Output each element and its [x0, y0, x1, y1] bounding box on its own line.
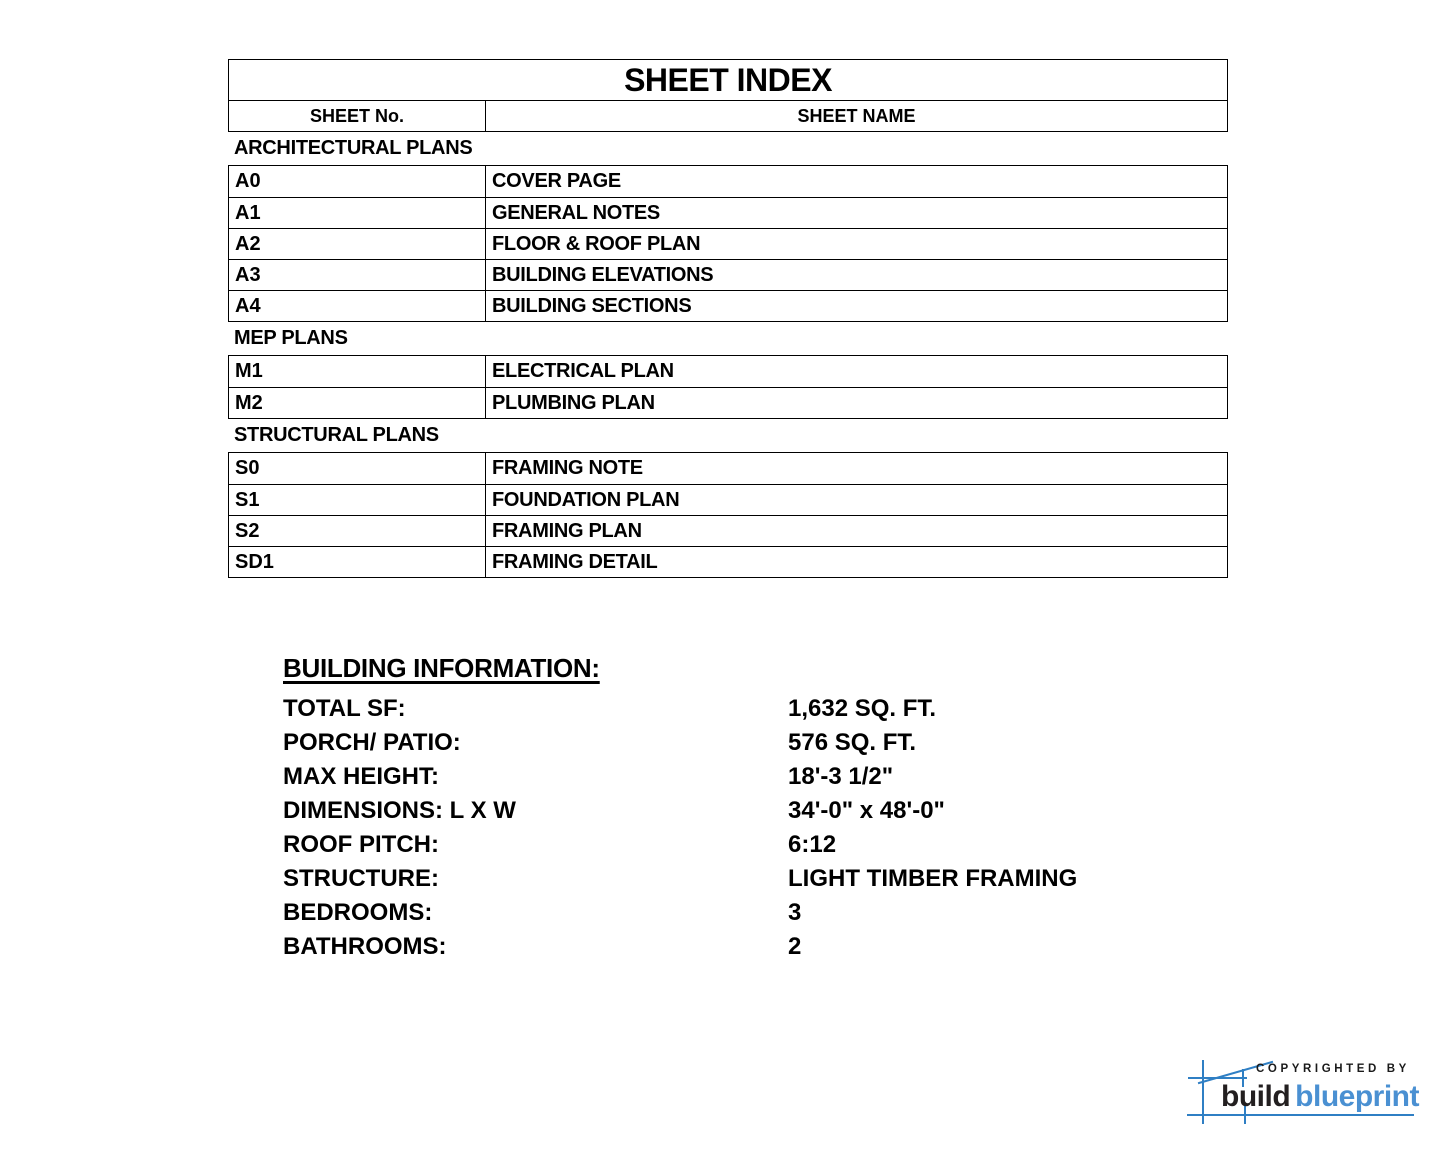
- sheet-name: COVER PAGE: [492, 170, 621, 192]
- building-info-value: 34'-0" x 48'-0": [788, 797, 945, 824]
- table-row: [229, 387, 1227, 418]
- building-info-label: BATHROOMS:: [283, 933, 447, 960]
- sheet-name-cell: [486, 356, 1227, 387]
- table-row: [229, 197, 1227, 228]
- sheet-name: FLOOR & ROOF PLAN: [492, 232, 701, 255]
- sheet-number-cell: [229, 229, 486, 259]
- build-blueprint-logo: [1186, 1053, 1438, 1131]
- sheet-index-section: [228, 322, 1228, 419]
- column-header-sheet-no: SHEET No.: [229, 101, 486, 131]
- sheet-number: S1: [235, 488, 260, 511]
- building-info-row: [283, 862, 1183, 896]
- sheet-name: GENERAL NOTES: [492, 201, 660, 224]
- copyright-text: COPYRIGHTED BY: [1256, 1063, 1410, 1075]
- sheet-number-cell: [229, 291, 486, 321]
- sheet-number-cell: [229, 198, 486, 228]
- brand-blueprint: blueprint: [1295, 1080, 1419, 1113]
- sheet-name-cell: [486, 388, 1227, 418]
- table-row: [229, 290, 1227, 321]
- sheet-number-cell: [229, 166, 486, 197]
- building-info-label: TOTAL SF:: [283, 695, 406, 722]
- section-label: MEP PLANS: [234, 327, 348, 349]
- table-row: [229, 515, 1227, 546]
- table-row: [229, 166, 1227, 197]
- building-info-value: 576 SQ. FT.: [788, 729, 917, 756]
- sheet-number: A3: [235, 263, 261, 286]
- sheet-name: FRAMING PLAN: [492, 519, 642, 542]
- sheet-name-cell: [486, 453, 1227, 484]
- building-information-section: [283, 653, 1183, 964]
- sheet-number-cell: [229, 547, 486, 577]
- sheet-name-cell: [486, 166, 1227, 197]
- sheet-number: S2: [235, 519, 260, 542]
- sheet-name-cell: [486, 485, 1227, 515]
- sheet-number: A2: [235, 232, 261, 255]
- building-info-value: 1,632 SQ. FT.: [788, 695, 937, 722]
- sheet-name: FRAMING DETAIL: [492, 550, 658, 573]
- sheet-number-cell: [229, 260, 486, 290]
- building-info-value: 6:12: [788, 831, 837, 858]
- sheet-name: FOUNDATION PLAN: [492, 488, 680, 511]
- sheet-number-cell: [229, 453, 486, 484]
- sheet-number: S0: [235, 457, 260, 479]
- building-info-label: MAX HEIGHT:: [283, 763, 439, 790]
- building-info-row: [283, 760, 1183, 794]
- building-info-row: [283, 726, 1183, 760]
- building-info-label: PORCH/ PATIO:: [283, 729, 461, 756]
- sheet-name-cell: [486, 516, 1227, 546]
- table-row: [229, 356, 1227, 387]
- column-header-sheet-name: SHEET NAME: [797, 105, 916, 126]
- sheet-name: BUILDING ELEVATIONS: [492, 263, 714, 286]
- sheet-number: A1: [235, 201, 261, 224]
- table-row: [229, 546, 1227, 577]
- building-info-value: 3: [788, 899, 802, 926]
- building-info-value: LIGHT TIMBER FRAMING: [788, 865, 1078, 892]
- building-info-fields: [283, 692, 1183, 964]
- brand-build: build: [1221, 1080, 1291, 1113]
- table-row: [229, 228, 1227, 259]
- building-info-value: 2: [788, 933, 802, 960]
- building-info-label: DIMENSIONS: L X W: [283, 797, 516, 824]
- sheet-name-cell: [486, 229, 1227, 259]
- section-rows: [228, 452, 1228, 578]
- building-info-row: [283, 692, 1183, 726]
- building-info-row: [283, 794, 1183, 828]
- section-rows: [228, 355, 1228, 419]
- building-info-row: [283, 930, 1183, 964]
- sheet-index-title: SHEET INDEX: [229, 60, 1227, 101]
- section-rows: [228, 165, 1228, 322]
- table-row: [229, 453, 1227, 484]
- sheet-number: SD1: [235, 550, 274, 573]
- section-label: STRUCTURAL PLANS: [234, 424, 439, 446]
- sheet-name: FRAMING NOTE: [492, 457, 643, 479]
- building-info-value: 18'-3 1/2": [788, 763, 894, 790]
- sheet-number-cell: [229, 388, 486, 418]
- sheet-index-body: [228, 132, 1228, 578]
- building-info-label: BEDROOMS:: [283, 899, 433, 926]
- sheet-number-cell: [229, 485, 486, 515]
- sheet-name-cell: [486, 260, 1227, 290]
- building-info-row: [283, 828, 1183, 862]
- sheet-name: ELECTRICAL PLAN: [492, 360, 674, 382]
- table-row: [229, 484, 1227, 515]
- sheet-number-cell: [229, 356, 486, 387]
- sheet-name: PLUMBING PLAN: [492, 391, 655, 414]
- building-info-label: ROOF PITCH:: [283, 831, 439, 858]
- sheet-number: M2: [235, 391, 263, 414]
- brand-wordmark: [1221, 1080, 1419, 1114]
- sheet-index-section: [228, 132, 1228, 322]
- sheet-name-cell: [486, 291, 1227, 321]
- sheet-index-section: [228, 419, 1228, 578]
- building-info-heading: BUILDING INFORMATION:: [283, 653, 600, 683]
- column-header-row: [229, 101, 1227, 131]
- section-label: ARCHITECTURAL PLANS: [234, 137, 473, 159]
- sheet-number: A0: [235, 170, 261, 192]
- building-info-label: STRUCTURE:: [283, 865, 439, 892]
- table-row: [229, 259, 1227, 290]
- sheet-index-header: [228, 59, 1228, 132]
- building-info-row: [283, 896, 1183, 930]
- sheet-name-cell: [486, 547, 1227, 577]
- sheet-name-cell: [486, 198, 1227, 228]
- sheet-number: M1: [235, 360, 263, 382]
- sheet-name: BUILDING SECTIONS: [492, 294, 692, 317]
- sheet-number: A4: [235, 294, 261, 317]
- sheet-number-cell: [229, 516, 486, 546]
- sheet-index-table: [228, 59, 1228, 578]
